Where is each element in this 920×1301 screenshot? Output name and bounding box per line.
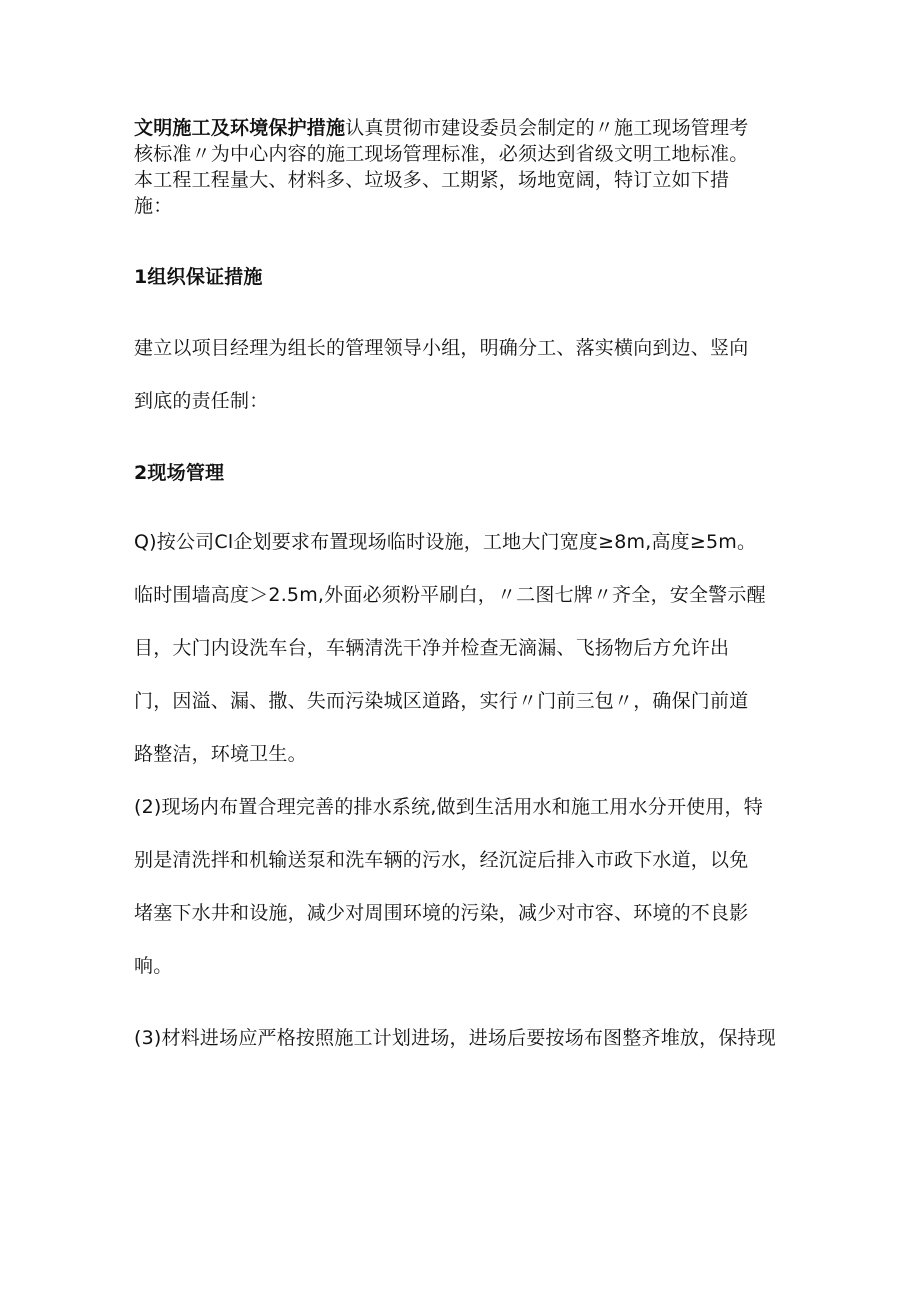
section-2-item-3 — [134, 1012, 806, 1065]
item-2-line: 别是清洗拌和机输送泵和洗车辆的污水，经沉淀后排入市政下水道，以免 — [134, 849, 749, 871]
section-1-line: 到底的责任制： — [134, 390, 269, 412]
intro-line-1 — [134, 115, 806, 141]
item-1-line: 路整洁，环境卫生。 — [134, 743, 307, 765]
section-2-item-2 — [134, 781, 806, 993]
section-1-heading: 1组织保证措施 — [134, 266, 263, 288]
section-2-item-1 — [134, 516, 806, 781]
intro-line-3: 本工程工程量大、材料多、垃圾多、工期紧，场地宽阔，特订立如下措 — [134, 169, 730, 191]
item-2-line: 堵塞下水井和设施，减少对周围环境的污染，减少对市容、环境的不良影 — [134, 902, 749, 924]
section-1-line: 建立以项目经理为组长的管理领导小组，明确分工、落实横向到边、竖向 — [134, 337, 749, 359]
section-2-heading: 2现场管理 — [134, 462, 225, 484]
section-1-paragraph — [134, 322, 806, 428]
item-2-line: 响。 — [134, 955, 173, 977]
item-1-line: Q)按公司Cl企划要求布置现场临时设施，工地大门宽度≥8m,高度≥5m。 — [134, 531, 757, 553]
intro-line-4: 施： — [134, 195, 173, 217]
item-2-line: (2)现场内布置合理完善的排水系统,做到生活用水和施工用水分开使用，特 — [134, 796, 763, 818]
item-1-line: 门，因溢、漏、撒、失而污染城区道路，实行〃门前三包〃，确保门前道 — [134, 690, 749, 712]
item-1-line: 目，大门内设洗车台，车辆清洗干净并检查无滴漏、飞扬物后方允许出 — [134, 637, 730, 659]
intro-title: 文明施工及环境保护措施 — [134, 117, 346, 139]
intro-paragraph — [134, 115, 806, 219]
intro-line-1-text: 认真贯彻市建设委员会制定的〃施工现场管理考 — [345, 117, 749, 139]
intro-line-2: 核标准〃为中心内容的施工现场管理标准，必须达到省级文明工地标准。 — [134, 143, 749, 165]
item-1-line: 临时围墙高度＞2.5m,外面必须粉平刷白，〃二图七牌〃齐全，安全警示醒 — [134, 584, 766, 606]
item-3-line: (3)材料进场应严格按照施工计划进场，进场后要按场布图整齐堆放，保持现 — [134, 1027, 776, 1049]
